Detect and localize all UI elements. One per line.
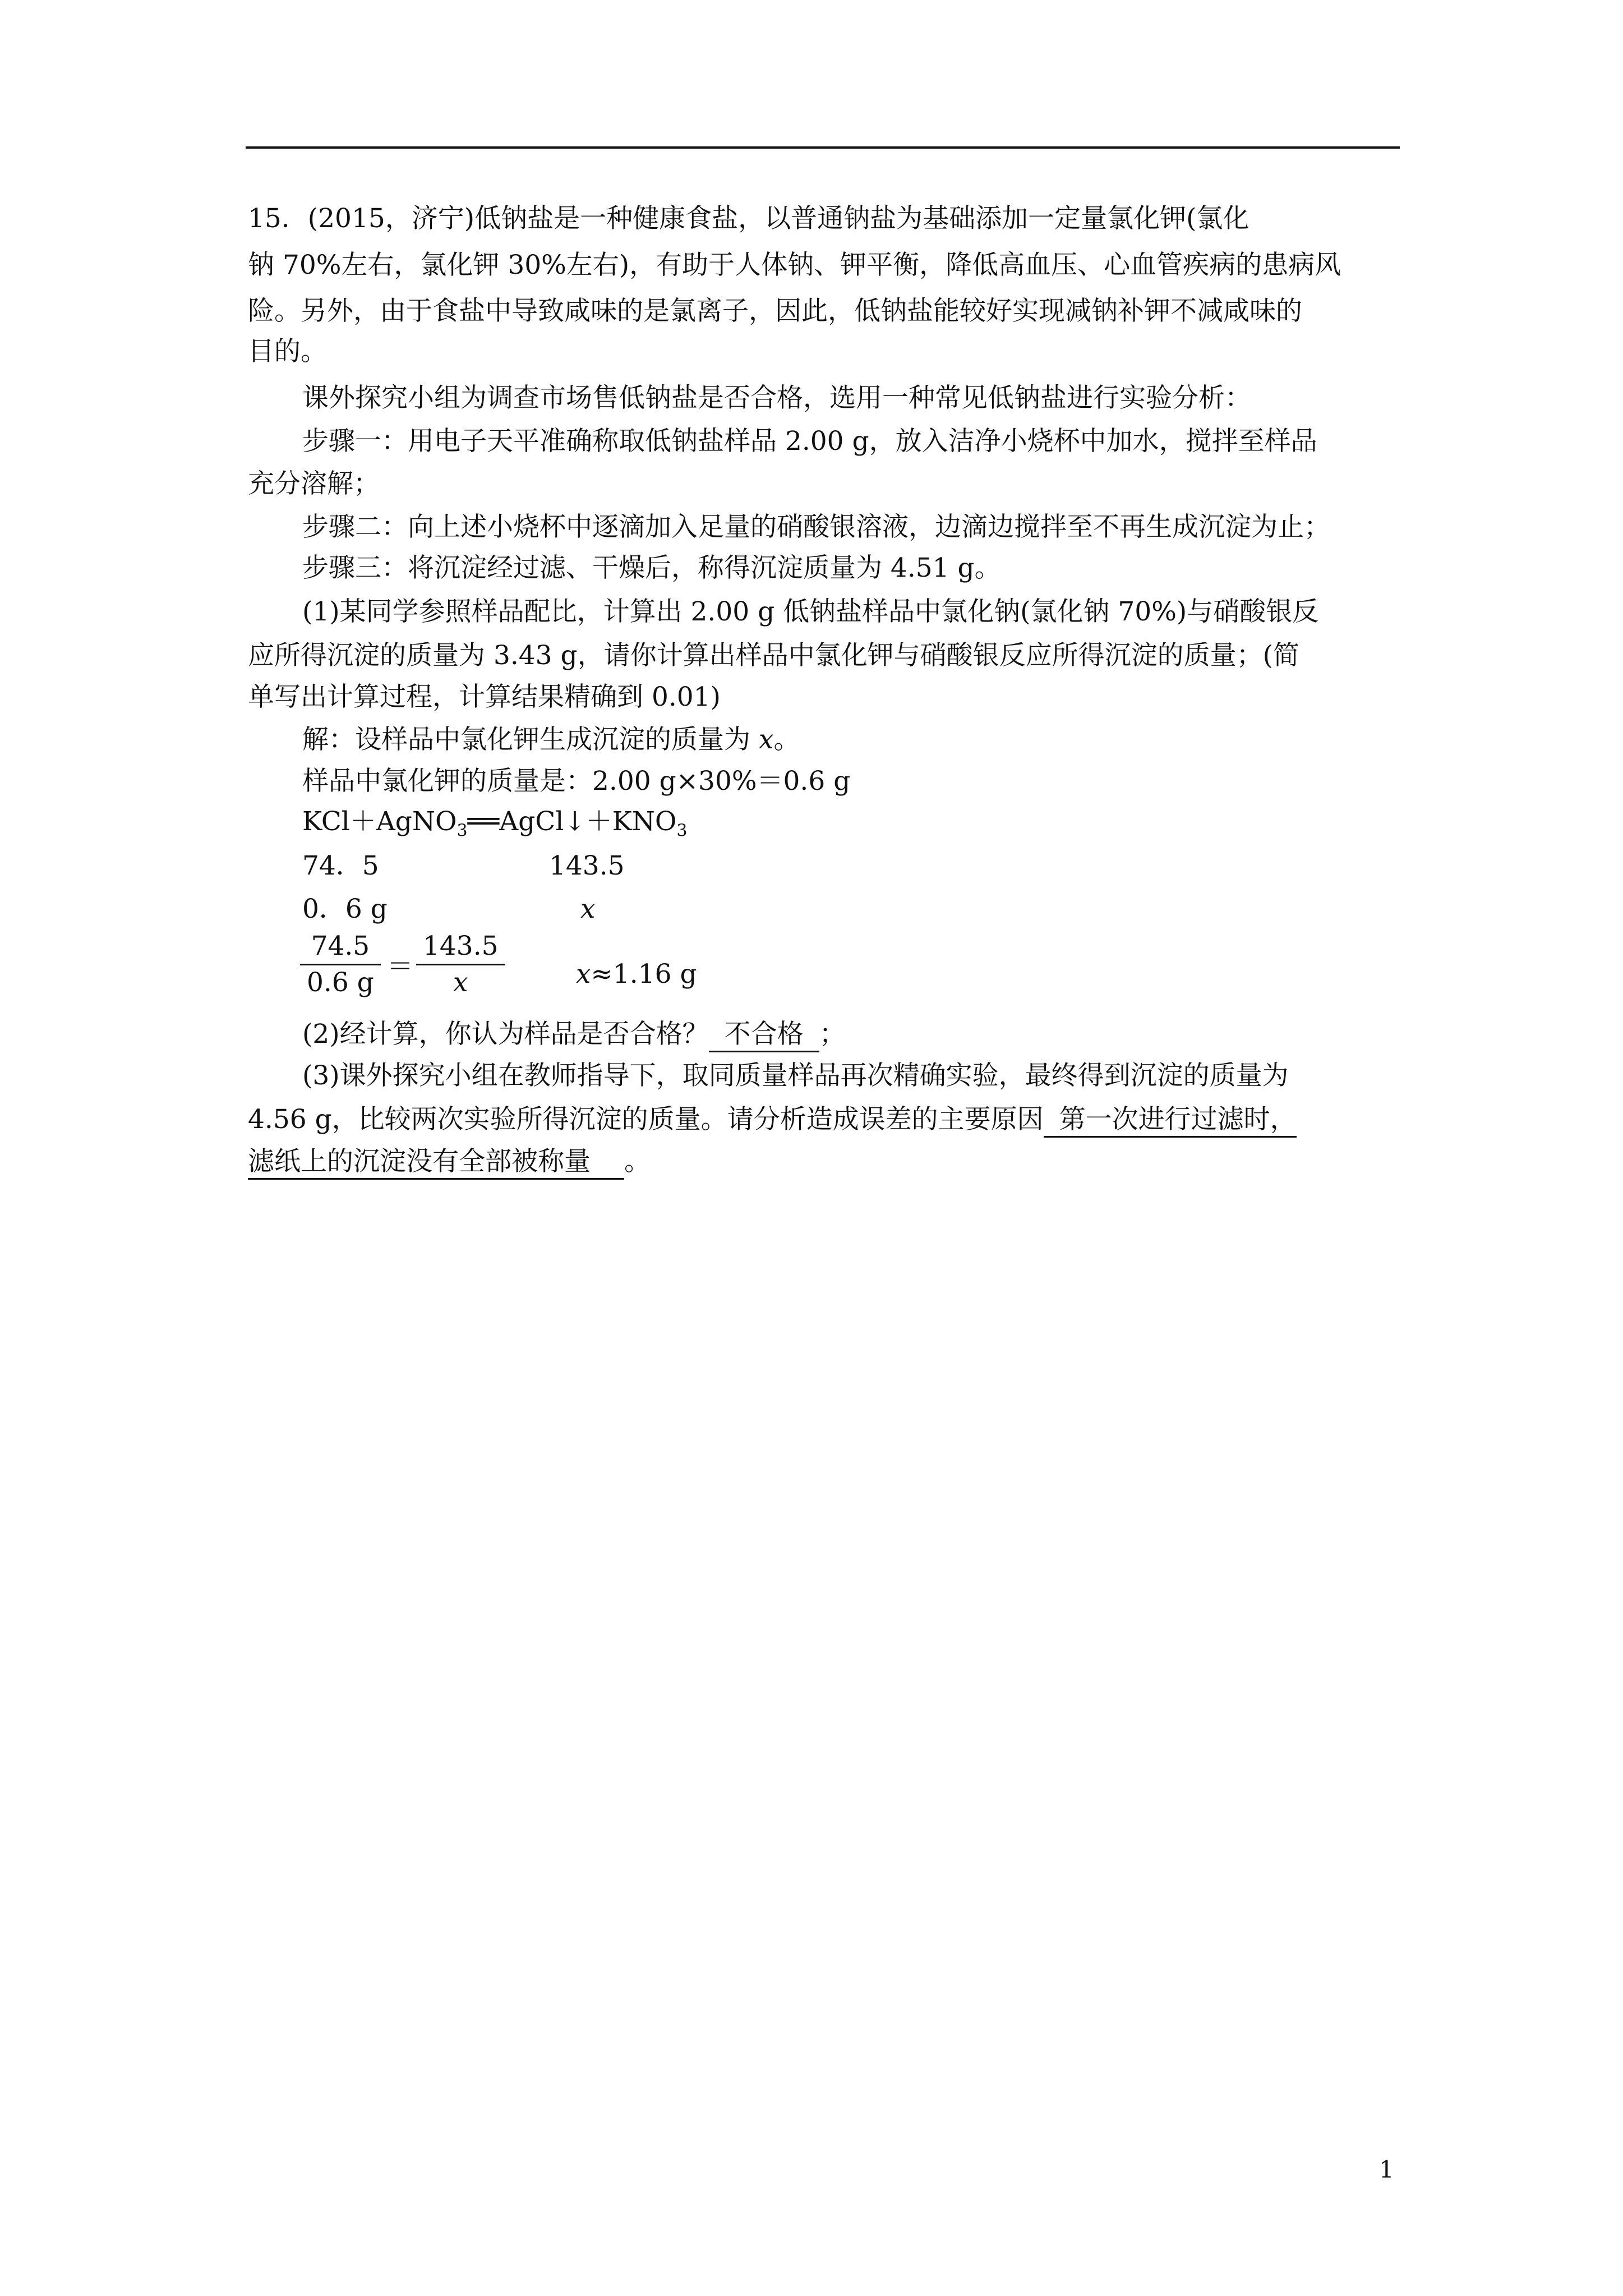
question-3-line-2 (248, 1103, 1297, 1137)
fraction-right-denominator: x (453, 967, 468, 998)
equation-subscript-1: 3 (457, 821, 468, 841)
problem-line-2: 钠 70%左右，氯化钾 30%左右)，有助于人体钠、钾平衡，降低高血压、心血管疾病的患病风 (248, 250, 1341, 280)
question-3-text: 4.56 g，比较两次实验所得沉淀的质量。请分析造成误差的主要原因 (248, 1104, 1044, 1135)
question-3-line-1: (3)课外探究小组在教师指导下，取同质量样品再次精确实验，最终得到沉淀的质量为 (302, 1060, 1289, 1091)
fraction-left-numerator: 74.5 (311, 931, 370, 961)
question-3-line-3 (248, 1145, 651, 1179)
molar-mass-kcl: 74．5 (302, 850, 379, 881)
fraction-left (300, 929, 381, 1000)
problem-line-4: 目的。 (248, 336, 327, 367)
fraction-right (416, 929, 505, 1000)
mass-x: x (580, 894, 596, 924)
step-1-line-2: 充分溶解； (248, 468, 380, 499)
chemical-equation (302, 805, 687, 848)
solution-intro-text: 解：设样品中氯化钾生成沉淀的质量为 (302, 724, 759, 755)
question-1-line-2: 应所得沉淀的质量为 3.43 g，请你计算出样品中氯化钾与硝酸银反应所得沉淀的质量；(简 (248, 640, 1299, 671)
problem-line-1: 15．(2015，济宁)低钠盐是一种健康食盐，以普通钠盐为基础添加一定量氯化钾(氯化 (248, 203, 1249, 234)
equation-subscript-2: 3 (676, 821, 688, 841)
solution-intro-end: 。 (773, 724, 800, 755)
question-2-end: ； (819, 1019, 846, 1050)
equation-part-1: KCl＋AgNO (302, 806, 457, 837)
problem-line-3: 险。另外，由于食盐中导致咸味的是氯离子，因此，低钠盐能较好实现减钠补钾不减咸味的 (248, 296, 1302, 326)
solution-intro (302, 723, 800, 757)
result-value: ≈1.16 g (591, 959, 697, 990)
step-1-line-1: 步骤一：用电子天平准确称取低钠盐样品 2.00 g，放入洁净小烧杯中加水，搅拌至样品 (302, 426, 1317, 457)
question-2 (302, 1018, 846, 1051)
mass-kcl: 0．6 g (302, 894, 388, 924)
problem-intro: 课外探究小组为调查市场售低钠盐是否合格，选用一种常见低钠盐进行实验分析： (302, 383, 1251, 413)
header-rule (246, 146, 1400, 149)
question-2-text: (2)经计算，你认为样品是否合格？ (302, 1019, 709, 1050)
result-variable: x (576, 959, 591, 990)
question-3-end: 。 (624, 1146, 651, 1177)
step-3: 步骤三：将沉淀经过滤、干燥后，称得沉淀质量为 4.51 g。 (302, 553, 1001, 583)
solution-mass: 样品中氯化钾的质量是：2.00 g×30%＝0.6 g (302, 766, 851, 797)
molar-mass-agcl: 143.5 (549, 850, 625, 881)
fraction-left-denominator: 0.6 g (307, 967, 374, 998)
fraction-right-numerator: 143.5 (423, 931, 499, 961)
question-1-line-3: 单写出计算过程，计算结果精确到 0.01) (248, 682, 721, 712)
fraction-equals: ＝ (387, 951, 413, 982)
question-3-answer-part-2: 滤纸上的沉淀没有全部被称量 (248, 1146, 624, 1180)
solution-variable: x (758, 724, 774, 755)
question-3-answer-part-1: 第一次进行过滤时， (1044, 1104, 1297, 1138)
step-2: 步骤二：向上述小烧杯中逐滴加入足量的硝酸银溶液，边滴边搅拌至不再生成沉淀为止； (302, 512, 1330, 542)
equation-part-2: ══AgCl↓＋KNO (467, 806, 677, 837)
question-2-answer: 不合格 (709, 1019, 819, 1052)
page-number: 1 (1379, 2156, 1394, 2183)
question-1-line-1: (1)某同学参照样品配比，计算出 2.00 g 低钠盐样品中氯化钠(氯化钠 70%)与硝酸银反 (302, 596, 1319, 627)
solution-result (576, 958, 697, 991)
